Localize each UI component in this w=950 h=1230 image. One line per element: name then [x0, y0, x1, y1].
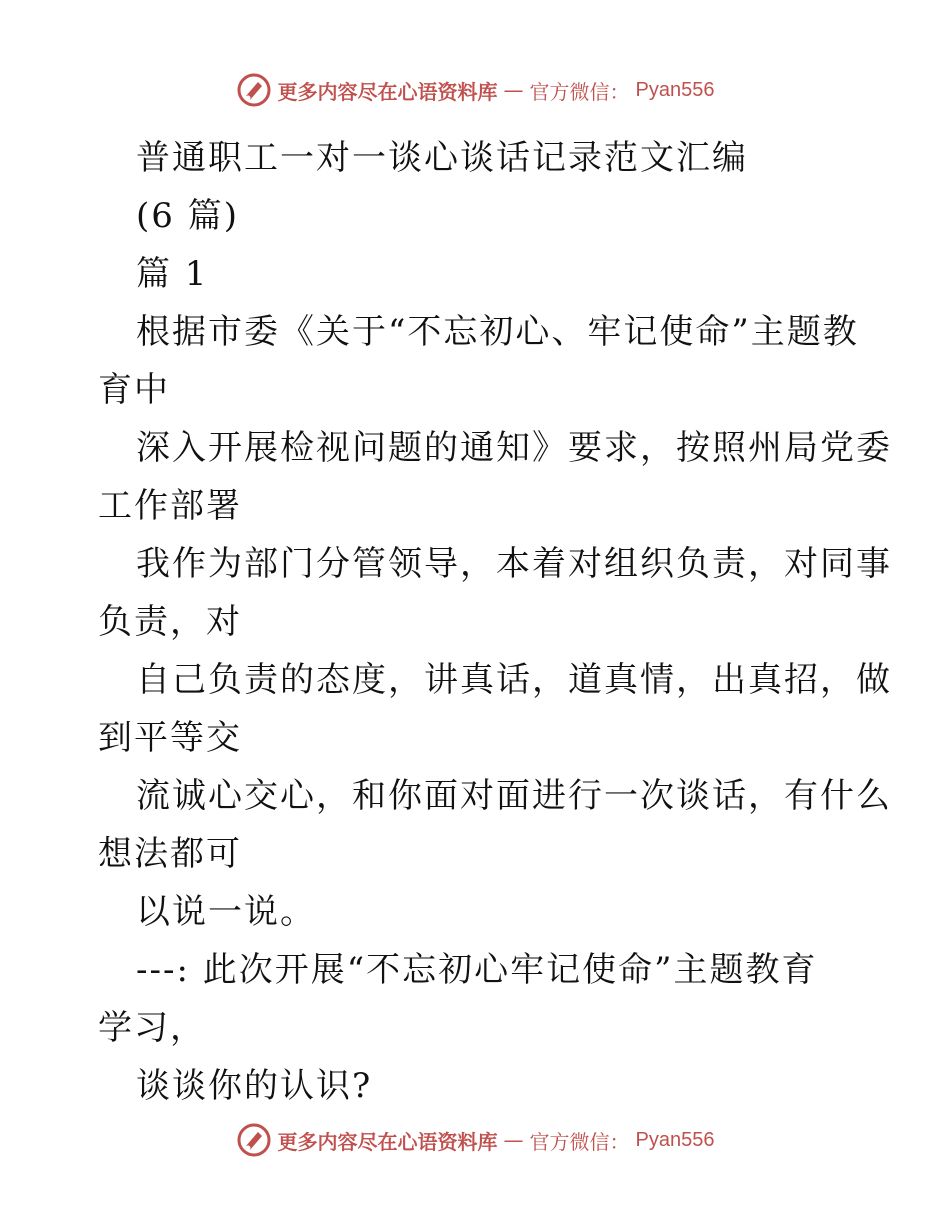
paragraph-line: 以说一说。 — [136, 892, 316, 932]
paragraph-line: 到平等交 — [98, 718, 242, 758]
section-heading: 篇 1 — [136, 254, 209, 294]
banner-wechat-id: Pyan556 — [635, 1128, 715, 1151]
banner-main-text: 更多内容尽在心语资料库 — [277, 79, 498, 104]
banner-dash: — — [503, 1128, 524, 1152]
document-subtitle: (6 篇) — [136, 196, 239, 236]
paragraph-line: 想法都可 — [98, 834, 242, 874]
paragraph-line: 育中 — [98, 370, 170, 410]
question-line: 学习， — [98, 1008, 206, 1048]
banner-dash: — — [503, 78, 524, 102]
pen-logo-icon — [236, 72, 272, 108]
banner-sub-text: 官方微信： — [529, 1129, 630, 1154]
document-title: 普通职工一对一谈心谈话记录范文汇编 — [136, 138, 748, 178]
banner-main-text: 更多内容尽在心语资料库 — [277, 1129, 498, 1154]
paragraph-line: 深入开展检视问题的通知》要求，按照州局党委 — [136, 428, 892, 468]
paragraph-line: 流诚心交心，和你面对面进行一次谈话，有什么 — [136, 776, 892, 816]
paragraph-line: 根据市委《关于“不忘初心、牢记使命”主题教 — [136, 312, 859, 352]
banner-wechat-id: Pyan556 — [635, 78, 715, 101]
paragraph-line: 自己负责的态度，讲真话，道真情，出真招，做 — [136, 660, 892, 700]
question-line: ---: 此次开展“不忘初心牢记使命”主题教育 — [136, 950, 818, 990]
footer-banner — [0, 1120, 950, 1160]
question-line: 谈谈你的认识? — [136, 1066, 373, 1106]
pen-logo-icon — [236, 1122, 272, 1158]
header-banner — [0, 70, 950, 110]
paragraph-line: 负责，对 — [98, 602, 242, 642]
banner-sub-text: 官方微信： — [529, 79, 630, 104]
paragraph-line: 工作部署 — [98, 486, 242, 526]
paragraph-line: 我作为部门分管领导，本着对组织负责，对同事 — [136, 544, 892, 584]
